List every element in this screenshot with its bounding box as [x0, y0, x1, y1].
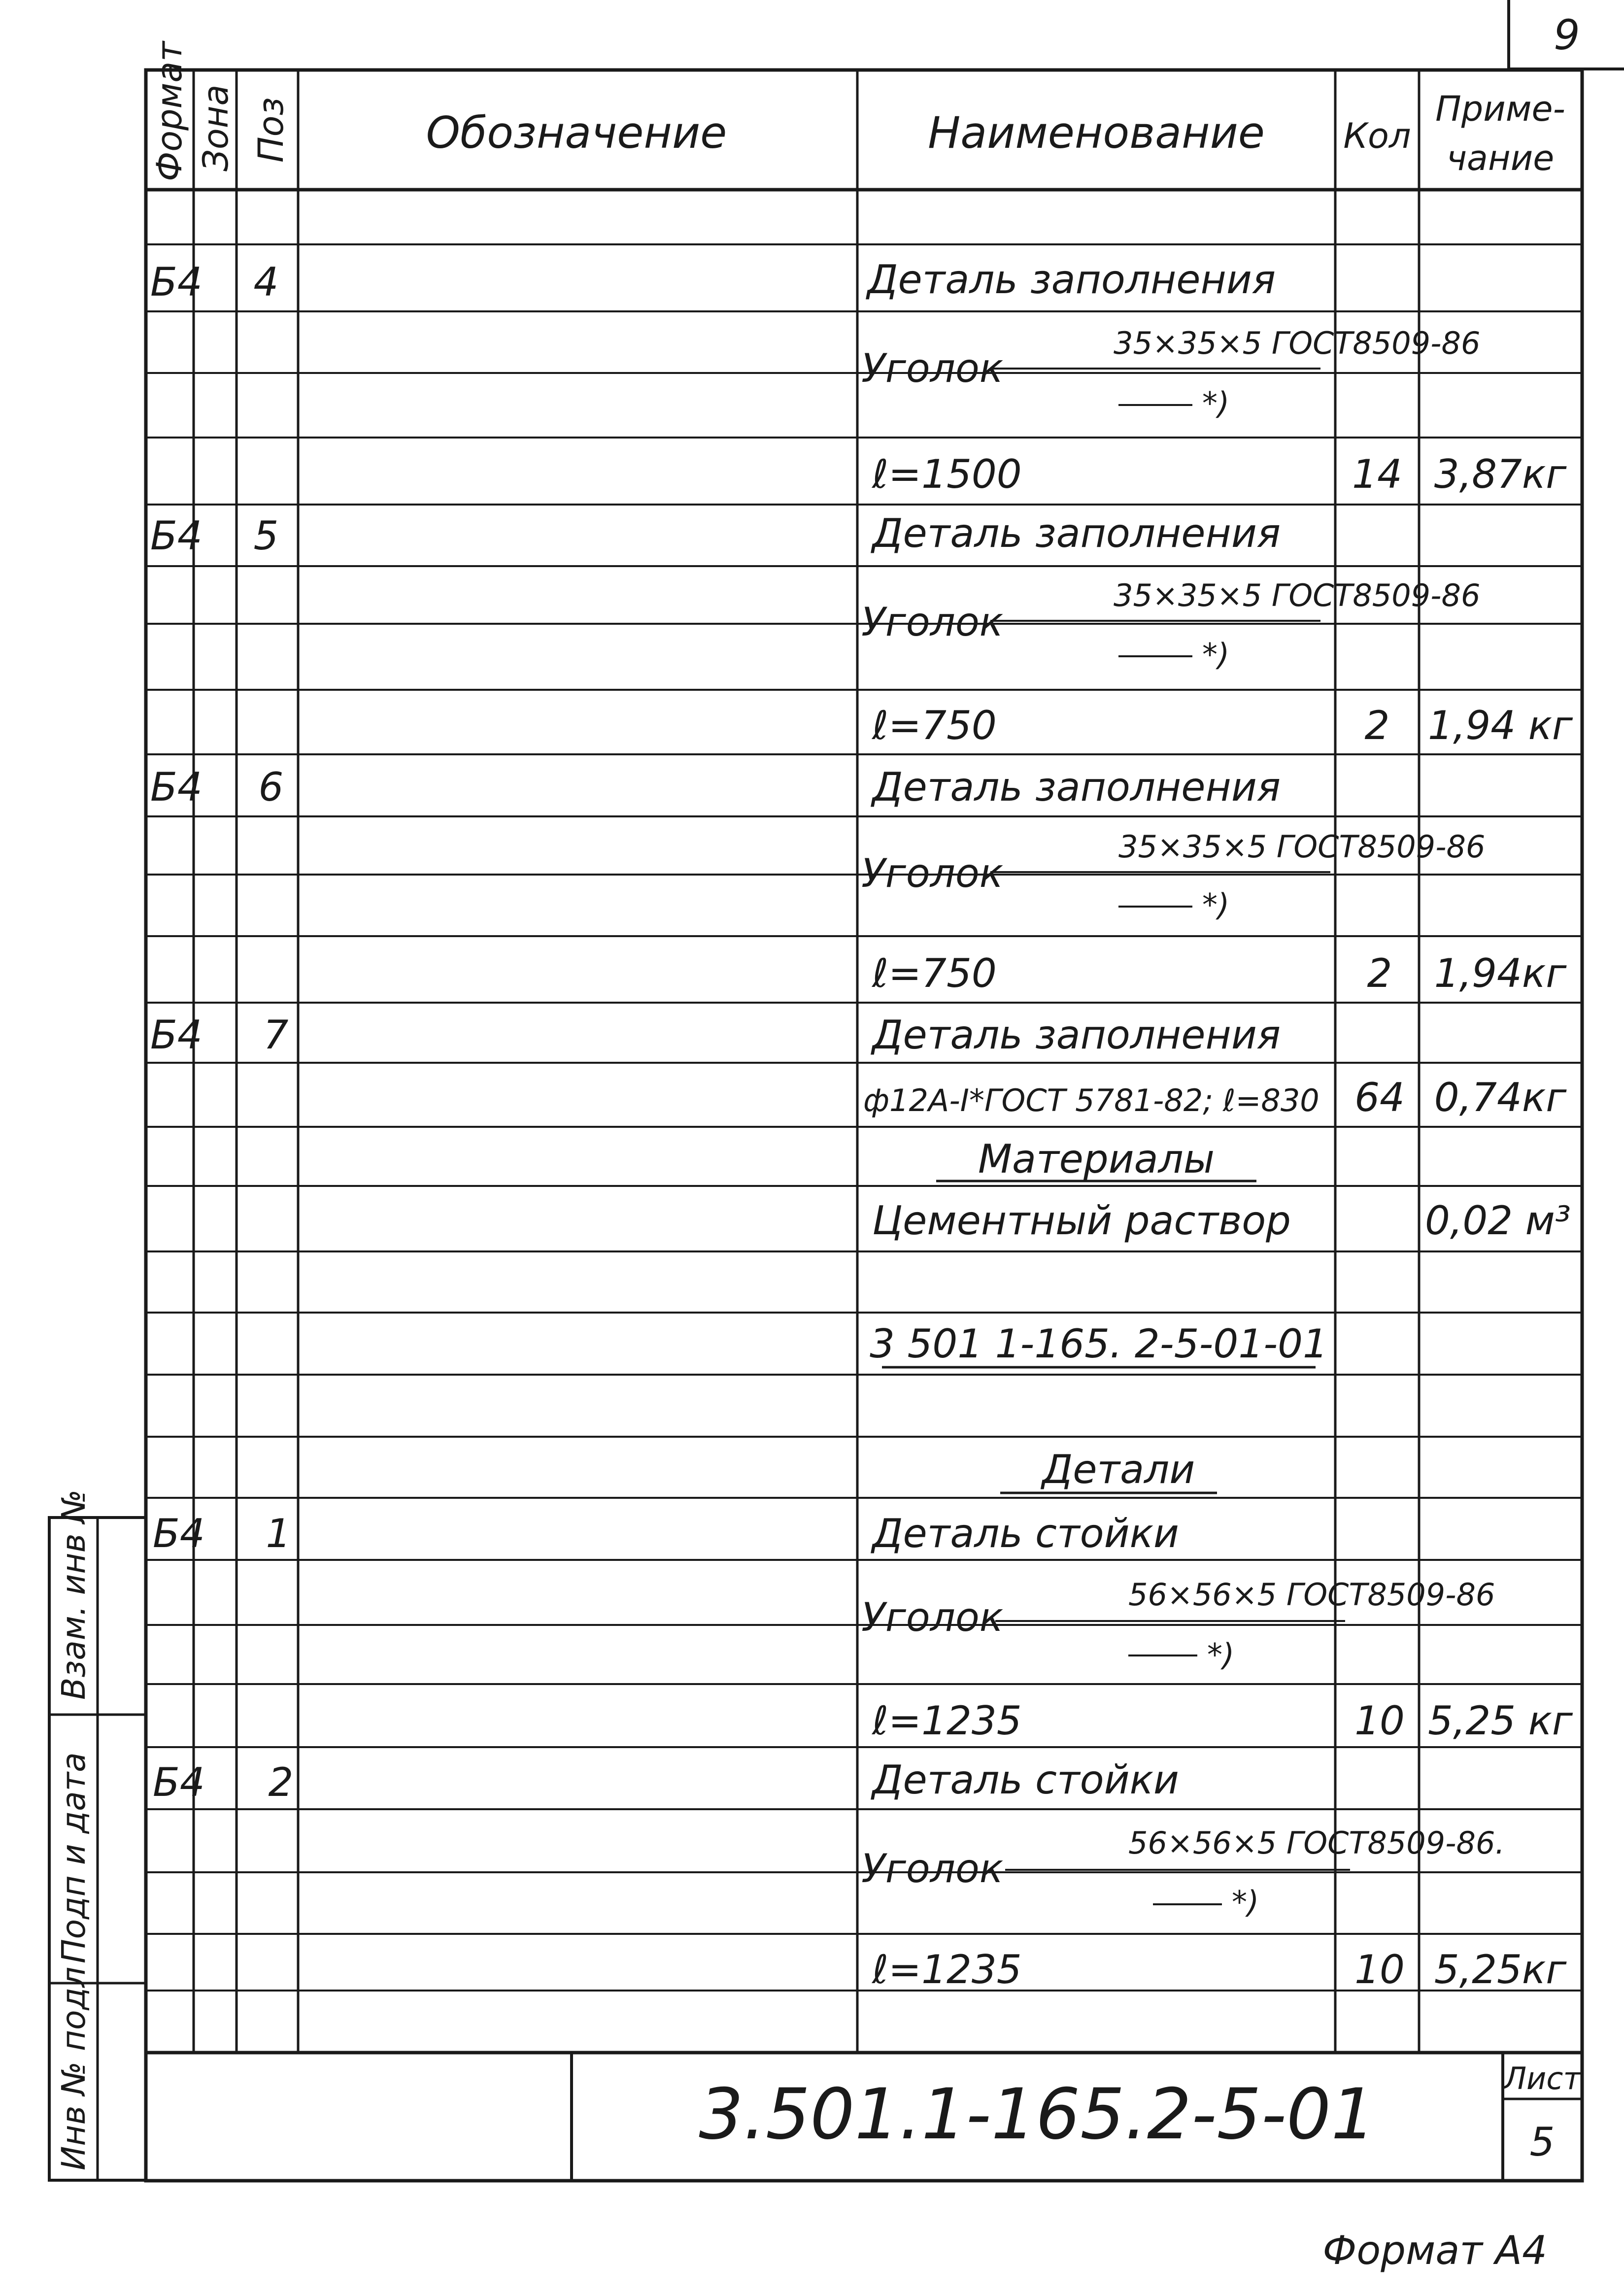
fraction-bottom: *)	[1202, 385, 1230, 421]
item-name: Уголок	[861, 345, 1004, 391]
item-name: Деталь заполнения	[872, 1012, 1281, 1058]
note-cell: 5,25 кг	[1428, 1698, 1573, 1744]
qty-cell: 10	[1354, 1698, 1405, 1744]
fraction-top: 35×35×5 ГОСТ8509-86	[1114, 577, 1481, 613]
format-label: Формат А4	[1322, 2228, 1547, 2273]
item-name: Деталь заполнения	[872, 510, 1281, 556]
col-note: чание	[1446, 138, 1555, 178]
format-cell: Б4	[153, 1511, 205, 1556]
note-cell: 1,94кг	[1434, 950, 1567, 996]
fraction-bottom: *)	[1207, 1637, 1235, 1673]
item-name: Цементный раствор	[872, 1198, 1291, 1244]
col-format: Формат	[149, 41, 190, 181]
stamp-inv-orig: Инв № подл	[55, 1966, 93, 2170]
item-name: Деталь стойки	[872, 1757, 1179, 1803]
col-qty: Кол	[1343, 116, 1411, 156]
pos-cell: 2	[268, 1759, 294, 1805]
fraction-top: 56×56×5 ГОСТ8509-86.	[1128, 1825, 1505, 1861]
format-cell: Б4	[150, 513, 203, 559]
note-cell: 5,25кг	[1434, 1947, 1567, 1992]
note-cell: 3,87кг	[1434, 451, 1567, 497]
note-cell: 1,94 кг	[1428, 703, 1573, 748]
pos-cell: 6	[258, 764, 284, 810]
item-name: Уголок	[861, 599, 1004, 645]
col-name: Наименование	[928, 107, 1265, 158]
sheet-number: 5	[1529, 2119, 1555, 2165]
item-name: Деталь заполнения	[872, 764, 1281, 810]
item-name: Уголок	[861, 1594, 1004, 1640]
col-note: Приме-	[1435, 89, 1565, 129]
pos-cell: 4	[253, 259, 279, 305]
item-name: ℓ=1235	[872, 1698, 1022, 1744]
item-name: ℓ=1235	[872, 1947, 1022, 1992]
item-name: Деталь заполнения	[867, 257, 1276, 303]
qty-cell: 2	[1367, 950, 1392, 996]
fraction-top: 35×35×5 ГОСТ8509-86	[1118, 829, 1486, 865]
pos-cell: 5	[253, 513, 279, 559]
format-cell: Б4	[150, 1012, 203, 1058]
item-name: Уголок	[861, 850, 1004, 896]
item-name: ℓ=750	[872, 703, 997, 748]
page-number: 9	[1554, 11, 1580, 59]
pos-cell: 1	[266, 1511, 291, 1556]
note-cell: 0,74кг	[1434, 1075, 1567, 1120]
fraction-top: 56×56×5 ГОСТ8509-86	[1128, 1577, 1495, 1613]
format-cell: Б4	[150, 764, 203, 810]
note-cell: 0,02 м³	[1425, 1198, 1571, 1244]
qty-cell: 10	[1354, 1947, 1405, 1992]
fraction-bottom: *)	[1202, 887, 1230, 923]
stamp-swap-inv: Взам. инв №	[55, 1489, 93, 1700]
col-pos: Поз	[251, 97, 291, 163]
item-name: Деталь стойки	[872, 1511, 1179, 1556]
qty-cell: 2	[1364, 703, 1390, 748]
format-cell: Б4	[150, 259, 203, 305]
col-designation: Обозначение	[426, 107, 727, 158]
item-name: ф12А-I*ГОСТ 5781-82; ℓ=830	[863, 1082, 1320, 1118]
document-code: 3.501.1-165.2-5-01	[699, 2074, 1376, 2155]
col-zone: Зона	[196, 84, 236, 171]
qty-cell: 14	[1352, 451, 1402, 497]
section-heading-materials: Материалы	[978, 1136, 1215, 1182]
fraction-bottom: *)	[1202, 637, 1230, 673]
item-name: ℓ=750	[872, 950, 997, 996]
pos-cell: 7	[263, 1012, 289, 1058]
fraction-bottom: *)	[1232, 1884, 1259, 1920]
stamp-sign-date: Подп и дата	[55, 1752, 93, 1963]
format-cell: Б4	[153, 1759, 205, 1805]
fraction-top: 35×35×5 ГОСТ8509-86	[1114, 325, 1481, 361]
item-name: Уголок	[861, 1846, 1004, 1891]
sheet-label: Лист	[1503, 2060, 1581, 2096]
document-reference: 3 501 1-165. 2-5-01-01	[870, 1321, 1328, 1367]
qty-cell: 64	[1354, 1075, 1405, 1120]
section-heading-details: Детали	[1042, 1447, 1195, 1492]
item-name: ℓ=1500	[872, 451, 1022, 497]
